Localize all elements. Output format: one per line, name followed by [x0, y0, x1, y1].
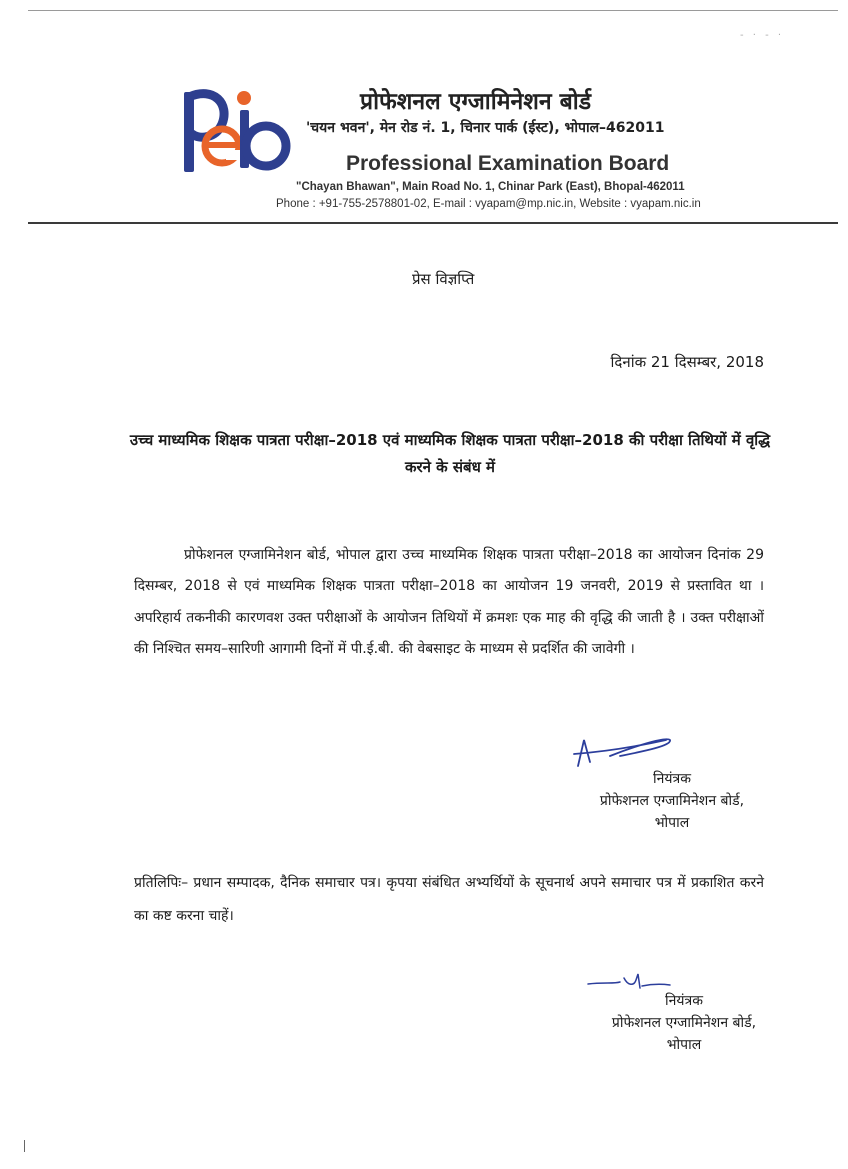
top-scan-edge [28, 10, 838, 11]
copy-to-note: प्रतिलिपिः– प्रधान सम्पादक, दैनिक समाचार पत्र। कृपया संबंधित अभ्यर्थियों के सूचनार्थ अपने समाचार पत्र में प्रकाशित करने का कष्ट करना चाहें। [134, 875, 764, 924]
logo-b-bowl [246, 126, 286, 166]
logo-i-dot [237, 91, 251, 105]
letterhead-divider [28, 222, 838, 224]
margin-mark [24, 1140, 25, 1152]
logo-e-bar [208, 142, 236, 148]
contact-line: Phone : +91-755-2578801-02, E-mail : vyapam@mp.nic.in, Website : vyapam.nic.in [276, 198, 701, 210]
body-paragraph: प्रोफेशनल एग्जामिनेशन बोर्ड, भोपाल द्वारा उच्च माध्यमिक शिक्षक पात्रता परीक्षा–2018 का आयोजन दिनांक 29 दिसम्बर, 2018 से एवं माध्यमिक शिक्षक पात्रता परीक्षा–2018 का आयोजन 19 जनवरी, 2019 से प्रस्तावित था । अपरिहार्य तकनीकी कारणवश उक्त परीक्षाओं के आयोजन तिथियों में क्रमशः एक माह की वृद्धि की जाती है । उक्त परीक्षाओं की निश्चित समय–सारिणी आगामी दिनों में पी.ई.बी. की वेबसाइट के माध्यम से प्रदर्शित की जावेगी । [134, 547, 764, 657]
org-name-hindi: प्रोफेशनल एग्जामिनेशन बोर्ड [360, 89, 592, 115]
address-english: "Chayan Bhawan", Main Road No. 1, Chinar Park (East), Bhopal-462011 [296, 181, 685, 193]
scan-marks: - · - · [740, 30, 785, 41]
signatory-org: प्रोफेशनल एग्जामिनेशन बोर्ड, [599, 793, 745, 809]
signatory-title-2: नियंत्रक [665, 993, 703, 1009]
subject-line: उच्च माध्यमिक शिक्षक पात्रता परीक्षा–2018 एवं माध्यमिक शिक्षक पात्रता परीक्षा–2018 की परीक्षा तिथियों में वृद्धि करने के संबंध में [129, 431, 771, 476]
signatory-city-2: भोपाल [666, 1037, 702, 1053]
signatory-city: भोपाल [654, 815, 690, 831]
address-hindi: 'चयन भवन', मेन रोड नं. 1, चिनार पार्क (ईस्ट), भोपाल–462011 [306, 120, 665, 136]
signatory-org-2: प्रोफेशनल एग्जामिनेशन बोर्ड, [611, 1015, 757, 1031]
press-release-heading: प्रेस विज्ञप्ति [412, 270, 475, 288]
document-date: दिनांक 21 दिसम्बर, 2018 [610, 353, 764, 371]
logo-e-gap [226, 150, 242, 160]
signatory-title: नियंत्रक [653, 771, 691, 787]
org-name-english: Professional Examination Board [346, 152, 670, 175]
signature-block [572, 724, 772, 834]
signature-block-2 [584, 966, 784, 1056]
peb-logo [178, 84, 298, 176]
